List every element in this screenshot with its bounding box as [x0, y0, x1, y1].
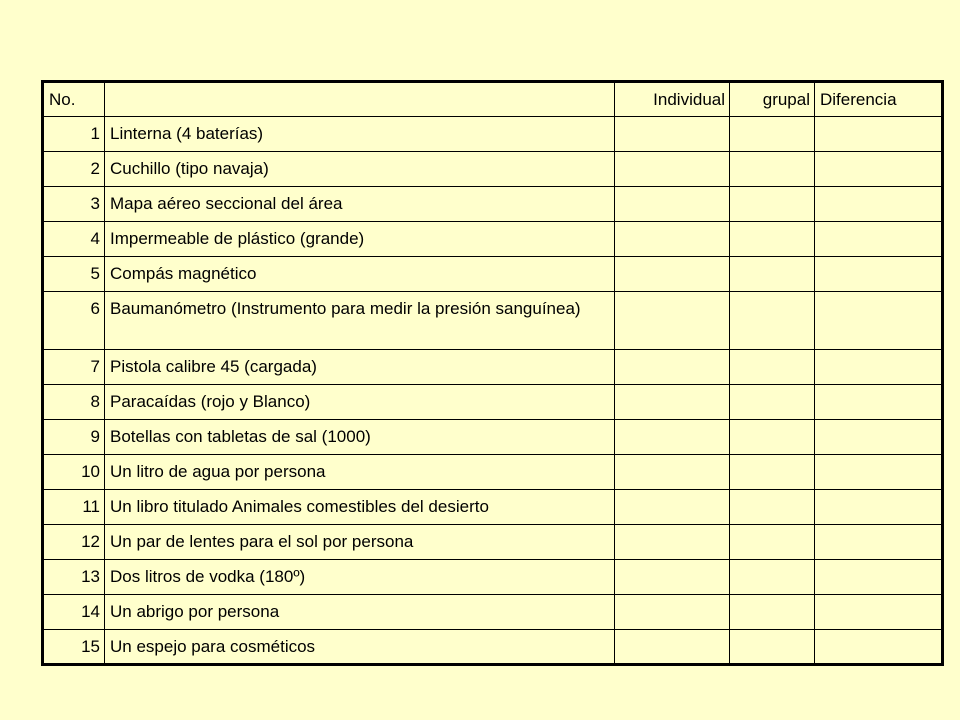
table-row [43, 525, 943, 560]
difference-cell[interactable] [815, 420, 943, 455]
item-number: 9 [43, 420, 105, 455]
item-name: Compás magnético [105, 257, 615, 292]
difference-cell[interactable] [815, 222, 943, 257]
item-number: 10 [43, 455, 105, 490]
individual-rank-cell[interactable] [615, 595, 730, 630]
individual-rank-cell[interactable] [615, 455, 730, 490]
table-row [43, 420, 943, 455]
difference-cell[interactable] [815, 117, 943, 152]
individual-rank-cell[interactable] [615, 525, 730, 560]
group-rank-cell[interactable] [730, 595, 815, 630]
item-name: Botellas con tabletas de sal (1000) [105, 420, 615, 455]
difference-cell[interactable] [815, 525, 943, 560]
item-name: Impermeable de plástico (grande) [105, 222, 615, 257]
item-name: Pistola calibre 45 (cargada) [105, 350, 615, 385]
table-row [43, 385, 943, 420]
item-name: Linterna (4 baterías) [105, 117, 615, 152]
header-item [105, 82, 615, 117]
difference-cell[interactable] [815, 152, 943, 187]
table-row [43, 257, 943, 292]
group-rank-cell[interactable] [730, 455, 815, 490]
table-row [43, 595, 943, 630]
item-name: Paracaídas (rojo y Blanco) [105, 385, 615, 420]
header-diferencia: Diferencia [815, 82, 943, 117]
item-number: 15 [43, 630, 105, 665]
item-name: Un abrigo por persona [105, 595, 615, 630]
individual-rank-cell[interactable] [615, 385, 730, 420]
group-rank-cell[interactable] [730, 292, 815, 350]
item-name: Un par de lentes para el sol por persona [105, 525, 615, 560]
group-rank-cell[interactable] [730, 420, 815, 455]
table-row [43, 350, 943, 385]
difference-cell[interactable] [815, 595, 943, 630]
group-rank-cell[interactable] [730, 560, 815, 595]
item-number: 3 [43, 187, 105, 222]
item-number: 8 [43, 385, 105, 420]
table-row [43, 187, 943, 222]
item-name: Mapa aéreo seccional del área [105, 187, 615, 222]
group-rank-cell[interactable] [730, 490, 815, 525]
table-row [43, 117, 943, 152]
item-name: Un litro de agua por persona [105, 455, 615, 490]
group-rank-cell[interactable] [730, 222, 815, 257]
individual-rank-cell[interactable] [615, 222, 730, 257]
individual-rank-cell[interactable] [615, 117, 730, 152]
difference-cell[interactable] [815, 350, 943, 385]
difference-cell[interactable] [815, 630, 943, 665]
item-number: 6 [43, 292, 105, 350]
item-number: 13 [43, 560, 105, 595]
group-rank-cell[interactable] [730, 187, 815, 222]
table-row [43, 292, 943, 350]
individual-rank-cell[interactable] [615, 350, 730, 385]
table-row [43, 152, 943, 187]
item-name: Un libro titulado Animales comestibles del desierto [105, 490, 615, 525]
group-rank-cell[interactable] [730, 525, 815, 560]
individual-rank-cell[interactable] [615, 187, 730, 222]
item-name: Un espejo para cosméticos [105, 630, 615, 665]
difference-cell[interactable] [815, 292, 943, 350]
difference-cell[interactable] [815, 257, 943, 292]
group-rank-cell[interactable] [730, 630, 815, 665]
individual-rank-cell[interactable] [615, 292, 730, 350]
table-row [43, 222, 943, 257]
item-number: 7 [43, 350, 105, 385]
header-row [43, 82, 943, 117]
individual-rank-cell[interactable] [615, 257, 730, 292]
group-rank-cell[interactable] [730, 152, 815, 187]
difference-cell[interactable] [815, 490, 943, 525]
item-number: 1 [43, 117, 105, 152]
header-grupal: grupal [730, 82, 815, 117]
table-row [43, 455, 943, 490]
difference-cell[interactable] [815, 385, 943, 420]
header-individual: Individual [615, 82, 730, 117]
item-name: Cuchillo (tipo navaja) [105, 152, 615, 187]
difference-cell[interactable] [815, 560, 943, 595]
group-rank-cell[interactable] [730, 350, 815, 385]
individual-rank-cell[interactable] [615, 420, 730, 455]
individual-rank-cell[interactable] [615, 630, 730, 665]
header-no: No. [43, 82, 105, 117]
difference-cell[interactable] [815, 455, 943, 490]
item-name: Dos litros de vodka (180º) [105, 560, 615, 595]
item-number: 2 [43, 152, 105, 187]
individual-rank-cell[interactable] [615, 490, 730, 525]
group-rank-cell[interactable] [730, 117, 815, 152]
table-row [43, 560, 943, 595]
item-number: 14 [43, 595, 105, 630]
group-rank-cell[interactable] [730, 257, 815, 292]
item-number: 11 [43, 490, 105, 525]
item-number: 12 [43, 525, 105, 560]
item-name: Baumanómetro (Instrumento para medir la presión sanguínea) [105, 292, 615, 350]
table-row [43, 630, 943, 665]
item-number: 5 [43, 257, 105, 292]
ranking-table [41, 80, 944, 666]
individual-rank-cell[interactable] [615, 152, 730, 187]
item-number: 4 [43, 222, 105, 257]
table-row [43, 490, 943, 525]
group-rank-cell[interactable] [730, 385, 815, 420]
individual-rank-cell[interactable] [615, 560, 730, 595]
difference-cell[interactable] [815, 187, 943, 222]
